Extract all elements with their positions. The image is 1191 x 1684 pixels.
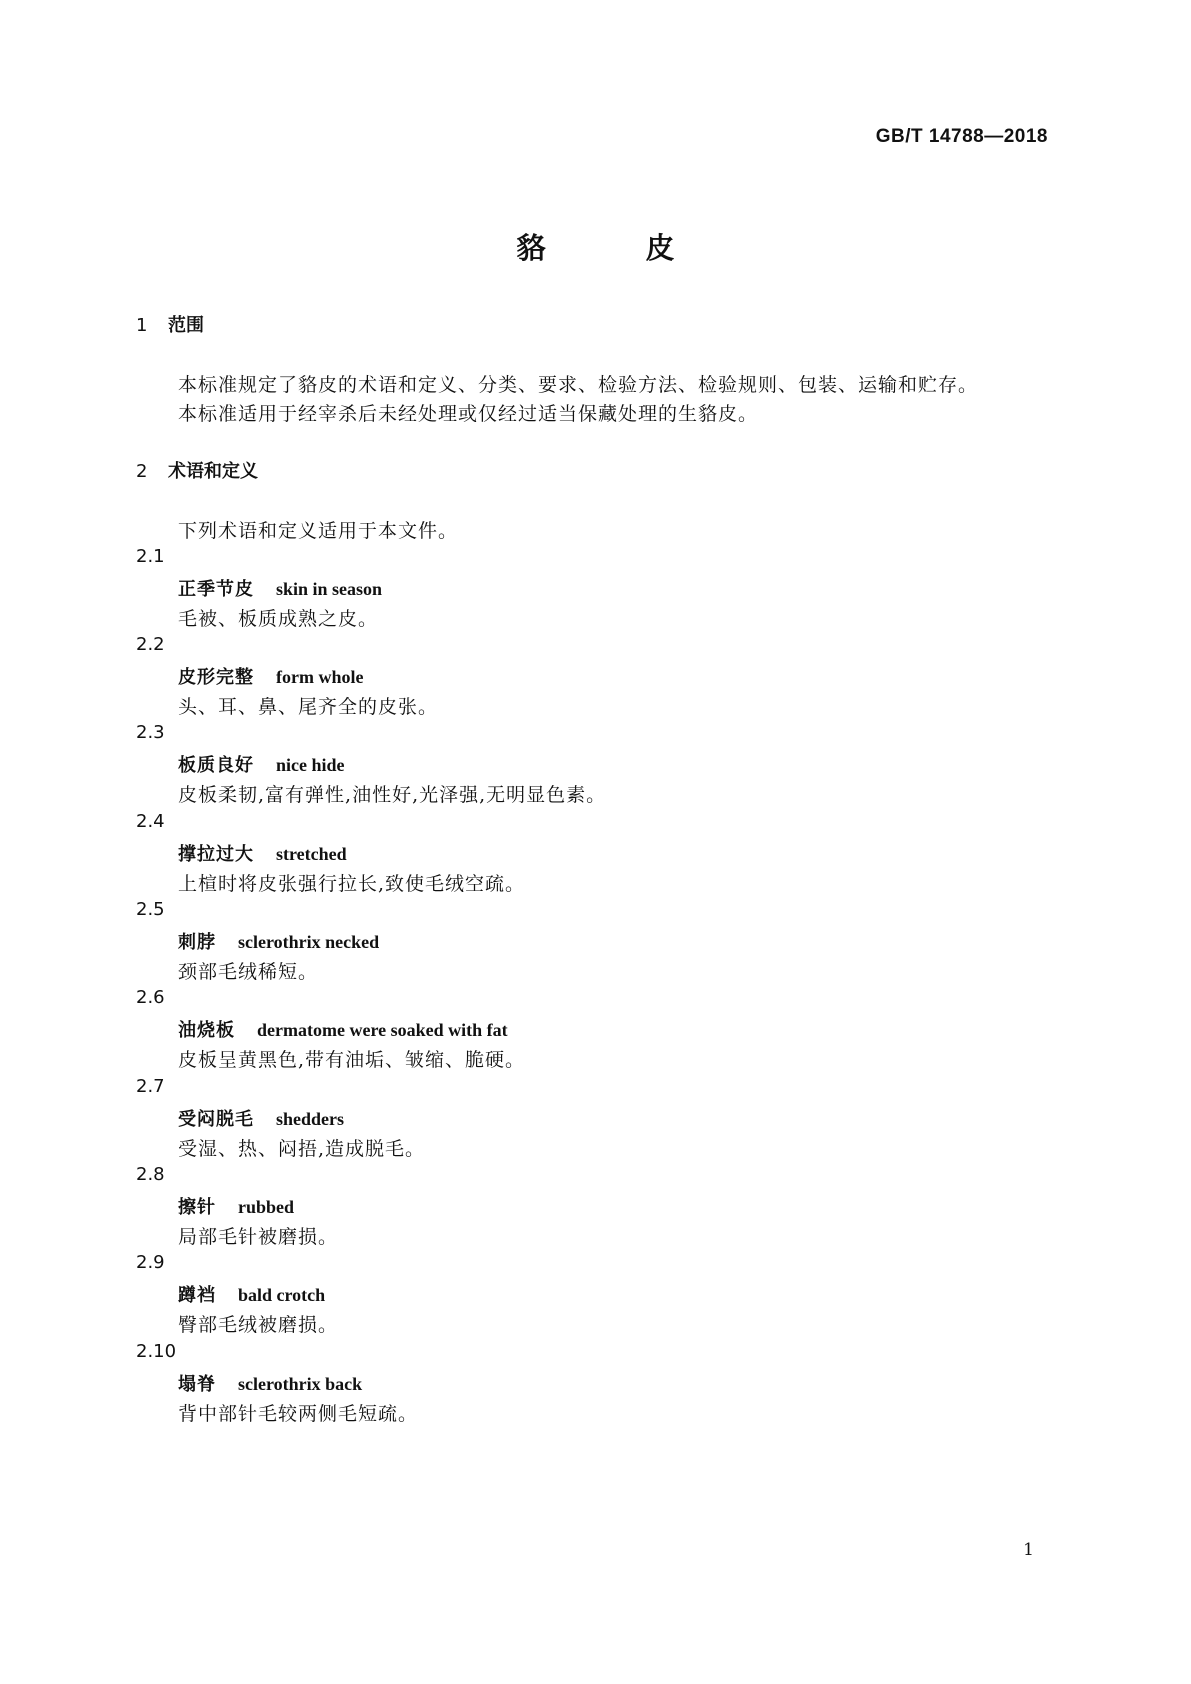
clause-number: 2.8 xyxy=(136,1164,165,1185)
terms-intro: 下列术语和定义适用于本文件。 xyxy=(178,520,459,542)
section-1-title: 范围 xyxy=(168,315,204,336)
term-entry xyxy=(178,1193,294,1219)
term-entry xyxy=(178,1016,508,1042)
term-entry xyxy=(178,840,347,866)
term-definition: 皮板呈黄黑色,带有油垢、皱缩、脆硬。 xyxy=(178,1049,526,1071)
page-number: 1 xyxy=(1023,1540,1034,1560)
title-char-1: 貉 xyxy=(516,231,546,265)
term-english: skin in season xyxy=(276,579,383,599)
title-char-2: 皮 xyxy=(645,231,675,265)
clause-number: 2.6 xyxy=(136,987,165,1008)
section-2-heading xyxy=(136,457,258,483)
clause-number: 2.9 xyxy=(136,1252,165,1273)
section-2-number: 2 xyxy=(136,461,148,482)
term-entry xyxy=(178,663,363,689)
clause-number: 2.10 xyxy=(136,1341,177,1362)
term-english: bald crotch xyxy=(238,1285,326,1305)
term-chinese: 正季节皮 xyxy=(178,579,254,600)
term-chinese: 油烧板 xyxy=(178,1020,235,1041)
term-entry xyxy=(178,1105,344,1131)
term-definition: 皮板柔韧,富有弹性,油性好,光泽强,无明显色素。 xyxy=(178,784,607,806)
term-chinese: 板质良好 xyxy=(178,755,254,776)
term-definition: 局部毛针被磨损。 xyxy=(178,1226,339,1248)
term-english: rubbed xyxy=(238,1197,295,1217)
term-entry xyxy=(178,751,345,777)
term-definition: 上楦时将皮张强行拉长,致使毛绒空疏。 xyxy=(178,873,526,895)
term-definition: 毛被、板质成熟之皮。 xyxy=(178,608,379,630)
term-definition: 受湿、热、闷捂,造成脱毛。 xyxy=(178,1138,426,1160)
term-english: stretched xyxy=(276,844,347,864)
section-2-title: 术语和定义 xyxy=(168,461,258,482)
scope-paragraph-2: 本标准适用于经宰杀后未经处理或仅经过适当保藏处理的生貉皮。 xyxy=(178,403,759,425)
term-chinese: 刺脖 xyxy=(178,932,216,953)
standard-code: GB/T 14788—2018 xyxy=(875,126,1048,147)
clause-number: 2.2 xyxy=(136,634,165,655)
clause-number: 2.1 xyxy=(136,546,165,567)
term-entry xyxy=(178,928,379,954)
term-definition: 背中部针毛较两侧毛短疏。 xyxy=(178,1403,419,1425)
term-chinese: 蹲裆 xyxy=(178,1285,216,1306)
document-title xyxy=(0,226,1191,267)
term-chinese: 撑拉过大 xyxy=(178,844,254,865)
term-english: shedders xyxy=(276,1109,345,1129)
clause-number: 2.7 xyxy=(136,1076,165,1097)
scope-paragraph-1: 本标准规定了貉皮的术语和定义、分类、要求、检验方法、检验规则、包装、运输和贮存。 xyxy=(178,374,979,396)
term-english: sclerothrix necked xyxy=(238,932,380,952)
term-chinese: 塌脊 xyxy=(178,1374,216,1395)
term-chinese: 受闷脱毛 xyxy=(178,1109,254,1130)
term-entry xyxy=(178,1281,325,1307)
section-1-number: 1 xyxy=(136,315,148,336)
clause-number: 2.4 xyxy=(136,811,165,832)
term-chinese: 皮形完整 xyxy=(178,667,254,688)
clause-number: 2.3 xyxy=(136,722,165,743)
term-english: form whole xyxy=(276,667,364,687)
term-definition: 头、耳、鼻、尾齐全的皮张。 xyxy=(178,696,439,718)
term-english: dermatome were soaked with fat xyxy=(257,1020,508,1040)
section-1-heading xyxy=(136,311,204,337)
term-definition: 臀部毛绒被磨损。 xyxy=(178,1314,339,1336)
term-english: nice hide xyxy=(276,755,345,775)
term-english: sclerothrix back xyxy=(238,1374,363,1394)
term-definition: 颈部毛绒稀短。 xyxy=(178,961,319,983)
term-entry xyxy=(178,1370,362,1396)
term-chinese: 擦针 xyxy=(178,1197,216,1218)
term-entry xyxy=(178,575,382,601)
clause-number: 2.5 xyxy=(136,899,165,920)
